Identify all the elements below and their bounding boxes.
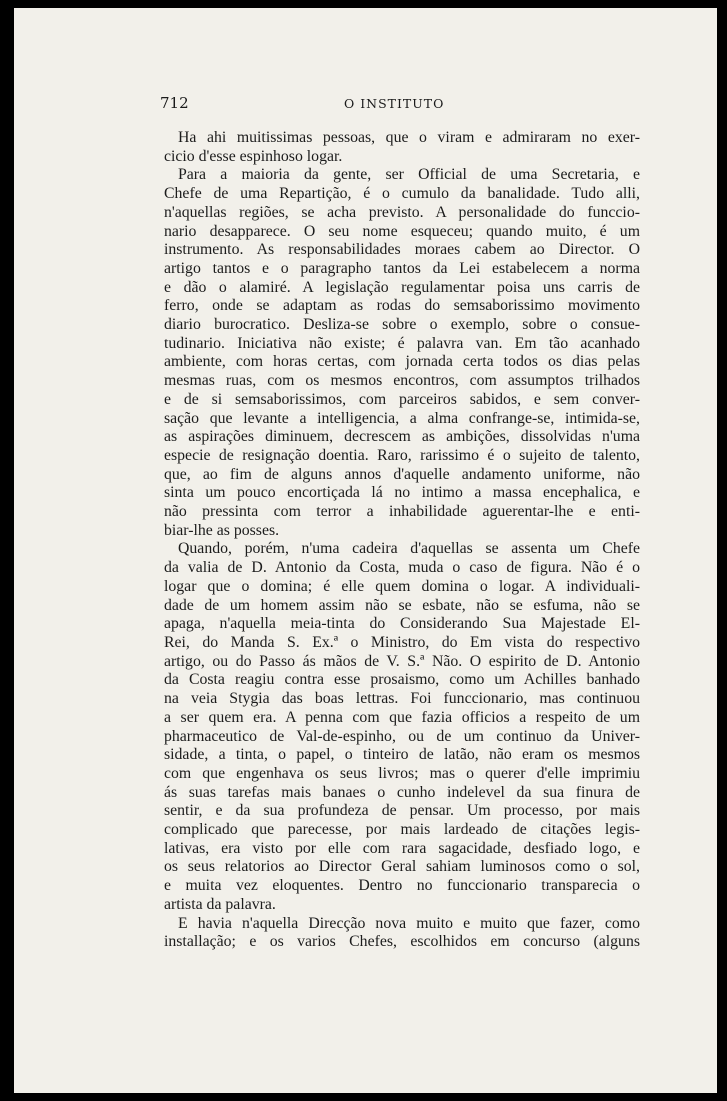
text-line: a ser quem era. A penna com que fazia officios a respeito de um xyxy=(164,708,640,726)
text-line: mesmas ruas, com os mesmos encontros, com assumptos trilhados xyxy=(164,372,640,390)
text-line: artigo tantos e o paragrapho tantos da Lei estabelecem a norma xyxy=(164,259,640,277)
text-line: as aspirações diminuem, decrescem as ambições, dissolvidas n'uma xyxy=(164,428,640,446)
text-line: ás suas tarefas mais banaes o cunho indelevel da sua finura de xyxy=(164,783,640,801)
text-line: E havia n'aquella Direcção nova muito e muito que fazer, como xyxy=(178,914,640,932)
text-line: ambiente, com horas certas, com jornada certa todos os dias pelas xyxy=(164,353,640,371)
text-line: logar que o domina; é elle quem domina o logar. A individuali- xyxy=(164,577,640,595)
text-line: sidade, a tinta, o papel, o tinteiro de latão, não eram os mesmos xyxy=(164,746,640,764)
text-line: da Costa reagiu contra esse prosaismo, como um Achilles banhado xyxy=(164,671,640,689)
text-line: artigo, ou do Passo ás mãos de V. S.ª Não. O espirito de D. Antonio xyxy=(164,652,640,670)
text-line: pharmaceutico de Val-de-espinho, ou de um continuo da Univer- xyxy=(164,727,640,745)
text-line: nario desapparece. O seu nome esqueceu; quando muito, é um xyxy=(164,222,640,240)
text-line: especie de resignação doentia. Raro, rarissimo é o sujeito de talento, xyxy=(164,446,640,464)
text-line: lativas, era visto por elle com rara sagacidade, desfiado logo, e xyxy=(164,839,640,857)
text-line: e muita vez eloquentes. Dentro no funccionario transparecia o xyxy=(164,877,640,895)
text-line: sação que levante a intelligencia, a alma confrange-se, intimida-se, xyxy=(164,409,640,427)
text-line: installação; e os varios Chefes, escolhidos em concurso (alguns xyxy=(164,933,640,951)
text-line: complicado que parecesse, por mais lardeado de citações legis- xyxy=(164,821,640,839)
text-line: com que engenhava os seus livros; mas o querer d'elle imprimiu xyxy=(164,764,640,782)
text-line: sentir, e da sua profundeza de pensar. Um processo, por mais xyxy=(164,802,640,820)
text-line: ferro, onde se adaptam as rodas do semsaborissimo movimento xyxy=(164,297,640,315)
text-line: Rei, do Manda S. Ex.ª o Ministro, do Em vista do respectivo xyxy=(164,633,640,651)
text-line: que, ao fim de alguns annos d'aquelle andamento uniforme, não xyxy=(164,465,640,483)
text-line: sinta um pouco encortiçada lá no intimo a massa encephalica, e xyxy=(164,484,640,502)
text-line: artista da palavra. xyxy=(164,895,276,913)
text-line: Quando, porém, n'uma cadeira d'aquellas se assenta um Chefe xyxy=(178,540,640,558)
running-title: O INSTITUTO xyxy=(344,96,445,111)
text-line: Chefe de uma Repartição, é o cumulo da banalidade. Tudo alli, xyxy=(164,185,640,203)
text-line: apaga, n'aquella meia-tinta do Considerando Sua Majestade El- xyxy=(164,615,640,633)
text-line: e de si semsaborissimos, com parceiros sabidos, e sem conver- xyxy=(164,390,640,408)
text-line: n'aquellas regiões, se acha previsto. A personalidade do funccio- xyxy=(164,203,640,221)
text-line: da valia de D. Antonio da Costa, muda o caso de figura. Não é o xyxy=(164,559,640,577)
text-line: instrumento. As responsabilidades moraes cabem ao Director. O xyxy=(164,241,640,259)
text-line: tudinario. Iniciativa não existe; é palavra van. Em tão acanhado xyxy=(164,334,640,352)
text-line: Para a maioria da gente, ser Official de uma Secretaria, e xyxy=(178,166,640,184)
text-line: e dão o alamiré. A legislação regulamentar poisa uns carris de xyxy=(164,278,640,296)
text-line: os seus relatorios ao Director Geral sahiam luminosos como o sol, xyxy=(164,858,640,876)
text-line: biar-lhe as posses. xyxy=(164,521,280,539)
page-number: 712 xyxy=(160,94,189,112)
body-text xyxy=(164,129,640,952)
text-line: na veia Stygia das boas lettras. Foi funccionario, mas continuou xyxy=(164,690,640,708)
text-line: dade de um homem assim não se esbate, não se esfuma, não se xyxy=(164,596,640,614)
text-line: Ha ahi muitissimas pessoas, que o viram e admiraram no exer- xyxy=(178,129,640,146)
running-header xyxy=(160,94,654,118)
text-line: cicio d'esse espinhoso logar. xyxy=(164,147,343,165)
text-line: não pressinta com terror a inhabilidade aguerentar-lhe e enti- xyxy=(164,503,640,521)
text-line: diario burocratico. Desliza-se sobre o exemplo, sobre o consue- xyxy=(164,316,640,334)
